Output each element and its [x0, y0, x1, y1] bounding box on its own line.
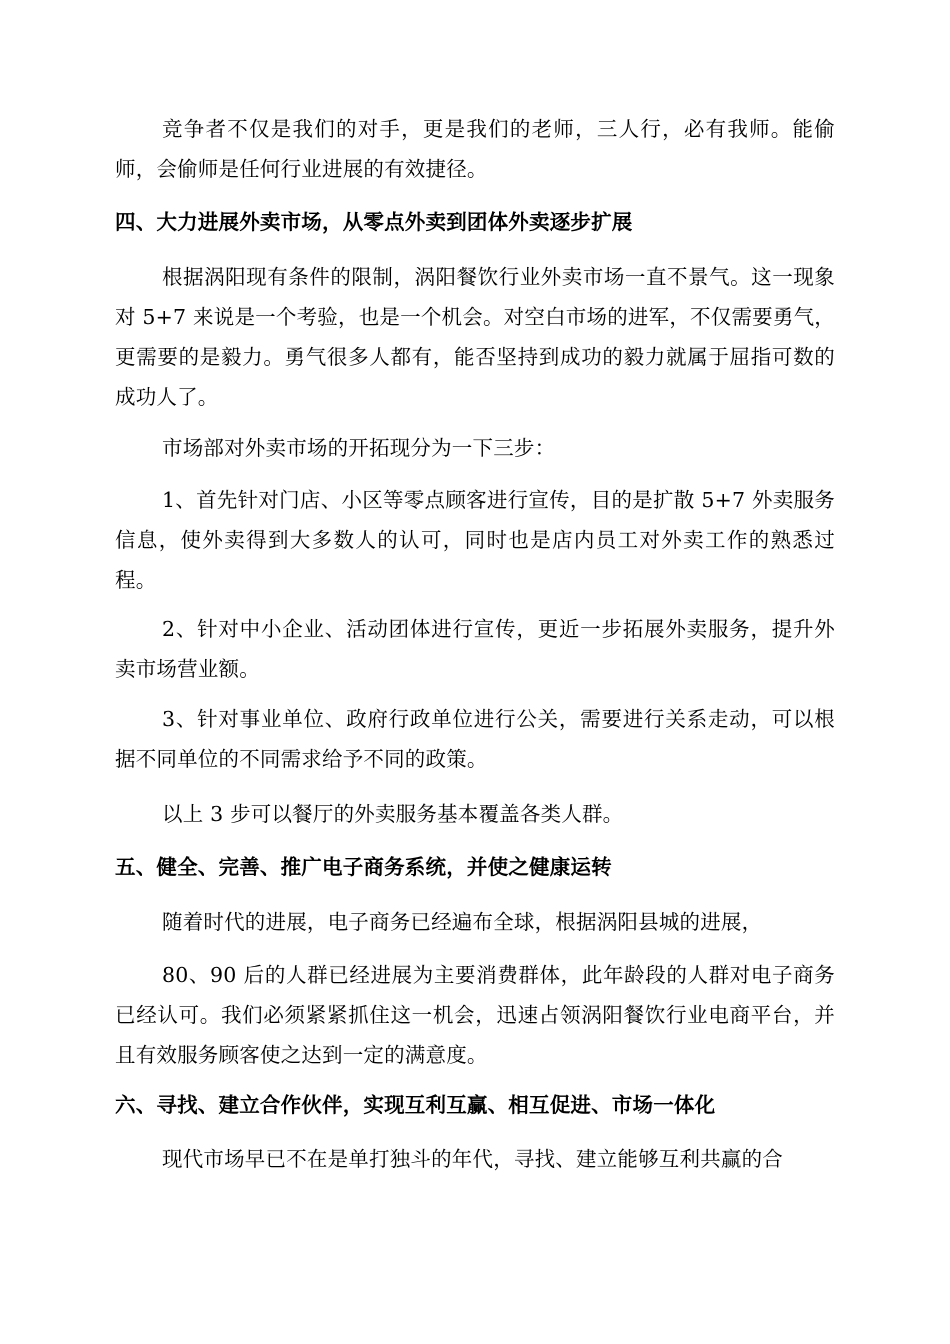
paragraph-ecommerce-intro: 随着时代的进展，电子商务已经遍布全球，根据涡阳县城的进展，: [162, 910, 763, 934]
heading-section-6: 六、寻找、建立合作伙伴，实现互利互赢、相互促进、市场一体化: [115, 1093, 716, 1117]
paragraph-three-steps-intro: 市场部对外卖市场的开拓现分为一下三步：: [162, 436, 556, 460]
heading-section-4: 四、大力进展外卖市场，从零点外卖到团体外卖逐步扩展: [115, 210, 633, 234]
paragraph-step-3: 3、针对事业单位、政府行政单位进行公关，需要进行关系走动，可以根据不同单位的不同需求给予不同的政策。: [115, 707, 835, 771]
paragraph-takeout-market: 根据涡阳现有条件的限制，涡阳餐饮行业外卖市场一直不景气。这一现象对 5+7 来说是一个考验，也是一个机会。对空白市场的进军，不仅需要勇气，更需要的是毅力。勇气很多人都有，能否坚持到成功的毅力就属于屈指可数的成功人了。: [115, 265, 835, 409]
paragraph-steps-summary: 以上 3 步可以餐厅的外卖服务基本覆盖各类人群。: [162, 802, 624, 826]
paragraph-step-1: 1、首先针对门店、小区等零点顾客进行宣传，目的是扩散 5+7 外卖服务信息，使外卖得到大多数人的认可，同时也是店内员工对外卖工作的熟悉过程。: [115, 488, 835, 592]
heading-section-5: 五、健全、完善、推广电子商务系统，并使之健康运转: [115, 855, 612, 879]
paragraph-step-2: 2、针对中小企业、活动团体进行宣传，更近一步拓展外卖服务，提升外卖市场营业额。: [115, 617, 835, 681]
paragraph-ecommerce-consumers: 80、90 后的人群已经进展为主要消费群体，此年龄段的人群对电子商务已经认可。我们必须紧紧抓住这一机会，迅速占领涡阳餐饮行业电商平台，并且有效服务顾客使之达到一定的满意度。: [115, 963, 835, 1067]
paragraph-competitors: 竞争者不仅是我们的对手，更是我们的老师，三人行，必有我师。能偷师，会偷师是任何行业进展的有效捷径。: [115, 117, 835, 181]
paragraph-partners: 现代市场早已不在是单打独斗的年代，寻找、建立能够互利共赢的合: [162, 1147, 783, 1171]
